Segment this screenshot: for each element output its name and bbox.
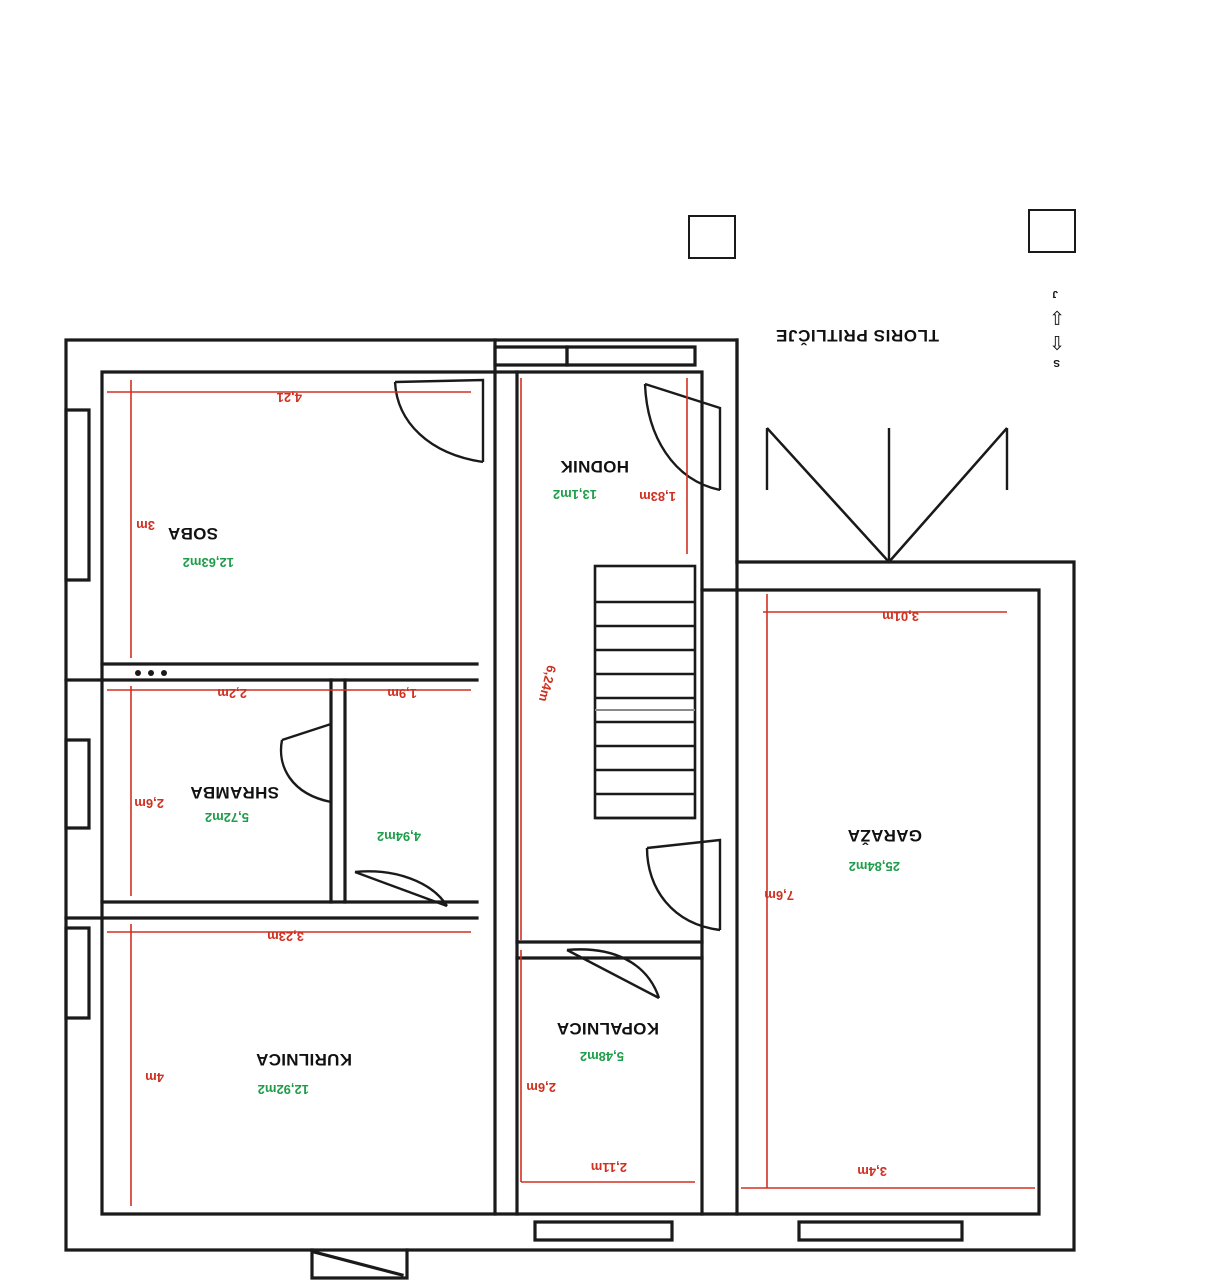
room-label-hodnik: HODNIK	[560, 457, 629, 476]
dimension-kurilnica-bottom: 3,23m	[267, 929, 304, 944]
room-area-hodnik: 13,1m2	[552, 487, 597, 502]
north-arrow-down-icon: ⇩	[1049, 306, 1065, 327]
room-label-garaza: GARAŽA	[847, 826, 922, 845]
dimension-garaza-bottom: 3,01m	[882, 609, 919, 624]
dimension-shramba-bottom-2: 1,9m	[387, 686, 417, 701]
room-label-kurilnica: KURILNICA	[255, 1050, 352, 1069]
room-label-kopalnica: KOPALNICA	[556, 1019, 659, 1038]
dimension-soba-bottom: 4,21	[276, 390, 302, 405]
dimension-soba-right: 3m	[136, 518, 155, 533]
room-area-kopalnica: 5,48m2	[579, 1049, 624, 1064]
room-label-soba: SOBA	[167, 524, 218, 543]
dimension-kopalnica-top: 2,11m	[590, 1160, 627, 1175]
dimension-garaza-top: 3,4m	[857, 1164, 887, 1179]
dimension-hodnik-vertical: 6,24m	[535, 663, 560, 704]
room-area-stopnisce: 4,94m2	[376, 829, 421, 844]
room-label-shramba: SHRAMBA	[190, 783, 279, 802]
room-area-kurilnica: 12,92m2	[257, 1082, 309, 1097]
north-label: S	[1053, 357, 1060, 368]
room-area-shramba: 5,72m2	[204, 810, 249, 825]
dimension-hodnik-left: 1,83m	[639, 489, 676, 504]
room-area-garaza: 25,84m2	[848, 859, 900, 874]
dimension-kopalnica-right: 2,6m	[526, 1080, 556, 1095]
south-label: J	[1052, 288, 1058, 299]
dimension-shramba-right: 2,6m	[134, 796, 164, 811]
page-title: TLORIS PRITLIČJE	[775, 326, 939, 345]
north-arrow-up-icon: ⇧	[1049, 331, 1065, 352]
dimension-shramba-bottom: 2,2m	[217, 686, 247, 701]
dimension-kurilnica-right: 4m	[145, 1070, 164, 1085]
dimension-garaza-left: 7,6m	[764, 888, 794, 903]
room-area-soba: 12,63m2	[182, 555, 234, 570]
legend-box-right	[688, 215, 736, 259]
legend-box-left	[1028, 209, 1076, 253]
